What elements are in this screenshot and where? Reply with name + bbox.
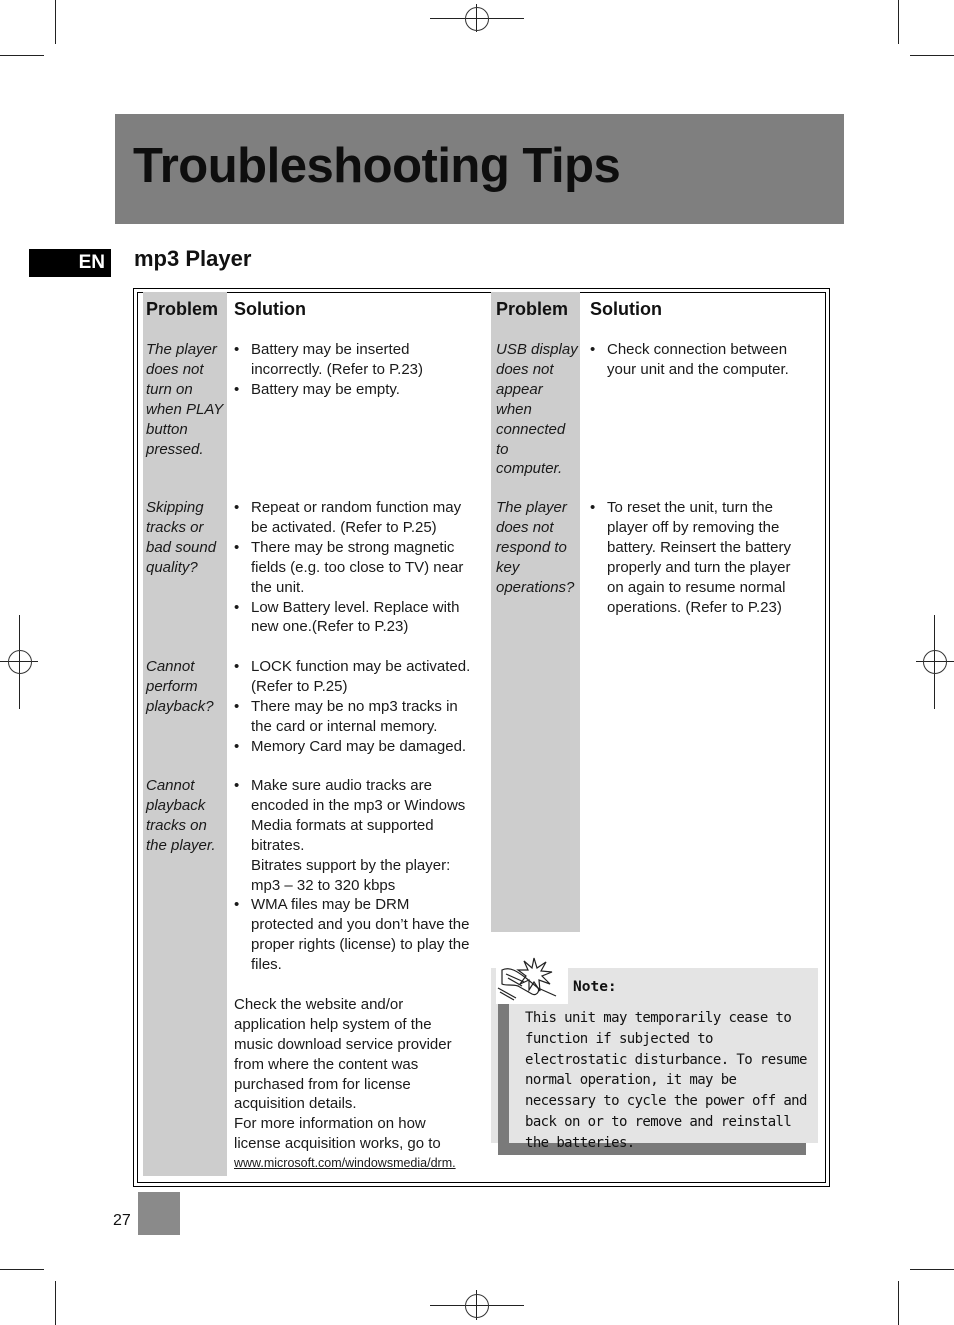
license-paragraph: Check the website and/or application help system of the music download service provider from where the content was purchased from for license acquisition details. [234, 995, 452, 1113]
problem-text: Skipping tracks or bad sound quality? [146, 499, 217, 576]
more-info-paragraph: For more information on how license acquisition works, go to [234, 1115, 441, 1153]
solution-item: • Check connection between your unit and the computer. [590, 340, 805, 380]
page-number: 27 [113, 1212, 131, 1229]
page-number-tab [138, 1192, 180, 1235]
solution-item: • Repeat or random function may be activated. (Refer to P.25) [234, 498, 474, 538]
problem-text: Cannot playback tracks on the player. [146, 777, 216, 854]
solution-item: • Low Battery level. Replace with new one.(Refer to P.23) [234, 598, 474, 638]
problem-text: The player does not respond to key operations? [496, 499, 575, 596]
language-tab: EN [29, 249, 111, 277]
page-title: Troubleshooting Tips [133, 139, 621, 193]
solution-block [234, 776, 474, 1174]
solution-item [234, 776, 474, 895]
solution-item: • To reset the unit, turn the player off by removing the battery. Reinsert the battery properly and turn the player on again to resume normal operations. (Refer to P.23) [590, 498, 805, 617]
solution-item: • Memory Card may be damaged. [234, 737, 474, 757]
section-title: mp3 Player [134, 246, 252, 271]
solution-item: • Battery may be empty. [234, 380, 474, 400]
solution-header-left: Solution [234, 299, 306, 319]
solution-item: • There may be no mp3 tracks in the card or internal memory. [234, 697, 474, 737]
note-hand-writing-icon [496, 948, 568, 1004]
solution-list [234, 340, 474, 400]
solution-list [234, 657, 474, 757]
note-label: Note: [573, 979, 617, 995]
solution-item: • LOCK function may be activated.(Refer to P.25) [234, 657, 474, 697]
note-text: This unit may temporarily cease to function if subjected to electrostatic disturbance. To resume normal operation, it may be necessary to cycle the power off and back on or to remove and reinstall the batteries. [525, 1010, 807, 1151]
solution-item-text: Make sure audio tracks are encoded in the mp3 or Windows Media formats at supported bitrates. [251, 777, 466, 854]
problem-text: The player does not turn on when PLAY button pressed. [146, 341, 223, 458]
note-shadow-left [498, 1003, 509, 1155]
solution-item: • WMA files may be DRM protected and you don’t have the proper rights (license) to play the files. [234, 895, 474, 975]
problem-text: USB display does not appear when connected to computer. [496, 341, 578, 478]
problem-header-right: Problem [496, 299, 569, 319]
solution-list [234, 498, 474, 637]
solution-header-right: Solution [590, 299, 662, 319]
problem-header-left: Problem [146, 299, 219, 319]
drm-link[interactable]: www.microsoft.com/windowsmedia/drm. [234, 1156, 456, 1171]
solution-list [234, 776, 474, 975]
solution-list [590, 498, 805, 617]
solution-item: • Battery may be inserted incorrectly. (Refer to P.23) [234, 340, 474, 380]
bitrate-note: Bitrates support by the player: mp3 – 32 to 320 kbps [251, 856, 451, 894]
problem-text: Cannot perform playback? [146, 658, 214, 715]
solution-list [590, 340, 805, 380]
solution-item: • There may be strong magnetic fields (e.g. too close to TV) near the unit. [234, 538, 474, 598]
